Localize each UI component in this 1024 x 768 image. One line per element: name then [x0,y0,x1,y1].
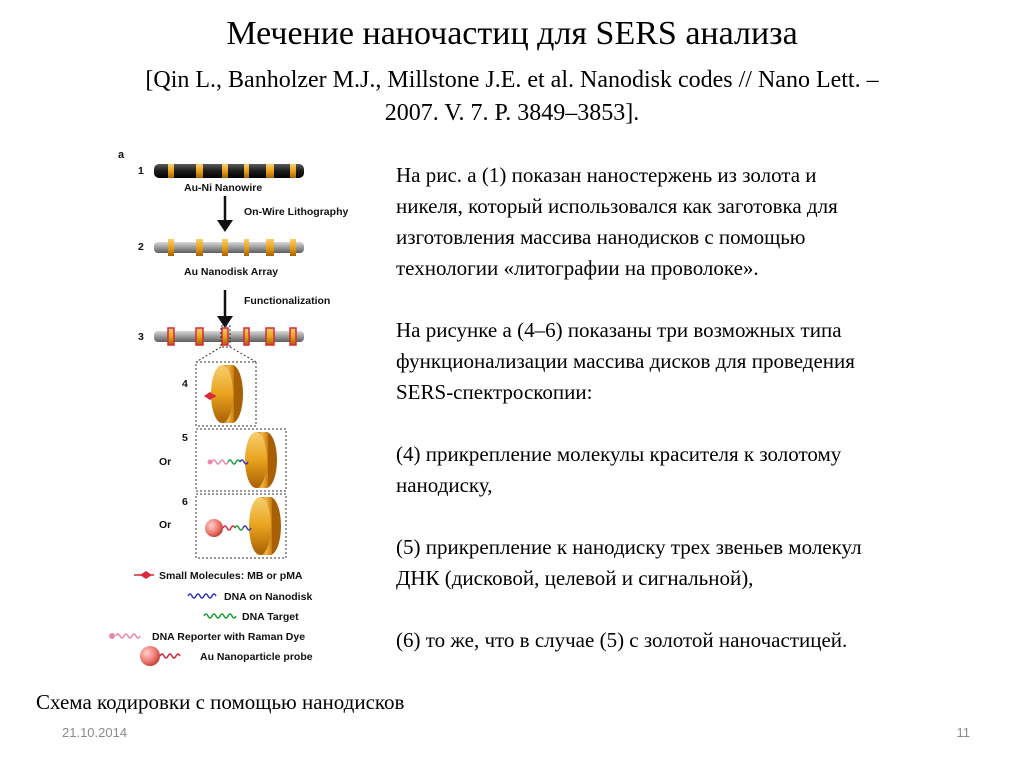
dna-chain-6 [223,526,251,530]
dna-chain-5 [212,460,248,464]
text-line: изготовления массива нанодисков с помощью [396,225,806,249]
down-arrow-icon [217,290,233,328]
text-paragraph [396,315,996,408]
text-line: (5) прикрепление к нанодиску трех звеньев молекул [396,535,862,559]
step-4-number: 4 [182,378,188,390]
or-label-1: Or [159,456,172,468]
text-line: никеля, который использовался как заготовка для [396,194,838,218]
description-text [396,160,996,687]
nanodisk-scheme-figure [104,142,364,674]
gold-nanodisk-4 [211,365,243,423]
text-line: (4) прикрепление молекулы красителя к золотому [396,442,842,466]
legend-item-dna-target [204,611,299,623]
reference-line-2: 2007. V. 7. P. 3849–3853]. [384,100,640,126]
figure-panel [104,142,364,674]
legend [109,570,313,666]
slide-date: 21.10.2014 [62,725,128,740]
panel-label: a [118,149,125,161]
or-label-2: Or [159,519,172,531]
functionalization-label: Functionalization [244,295,331,307]
legend-item-dna-reporter [109,631,305,643]
step-3-number: 3 [138,331,144,343]
gold-nanodisk-6 [249,497,281,555]
lithography-label: On-Wire Lithography [244,206,349,218]
text-paragraph [396,439,996,501]
functionalized-array [154,328,304,345]
au-nanodisk-array [154,239,304,256]
dna-reporter-icon [109,633,140,639]
slide-title: Мечение наночастиц для SERS анализа [226,15,798,52]
text-paragraph [396,160,996,284]
small-molecule-icon [134,571,154,579]
nanowire-label: Au-Ni Nanowire [184,182,263,194]
raman-dye-marker [208,460,213,465]
dna-nanodisk-icon [188,594,216,598]
array-label: Au Nanodisk Array [184,266,279,278]
reference-citation [40,64,984,130]
text-paragraph [396,532,996,594]
gold-nanodisk-5 [245,432,277,488]
legend-item-dna-nanodisk [188,591,312,603]
step-5-number: 5 [182,432,188,444]
text-line: SERS-спектроскопии: [396,380,593,404]
reference-line-1: [Qin L., Banholzer M.J., Millstone J.E. et al. Nanodisk codes // Nano Lett. – [145,67,879,93]
au-nanoparticle-icon [140,646,180,666]
text-paragraph [396,625,996,656]
text-line: ДНК (дисковой, целевой и сигнальной), [396,566,754,590]
dna-target-icon [204,614,236,618]
down-arrow-icon [217,196,233,232]
au-ni-nanowire [154,164,304,178]
text-line: технологии «литографии на проволоке». [396,256,759,280]
au-nanoparticle-marker [205,519,223,537]
legend-item-small-molecules [134,570,303,582]
legend-item-au-nanoparticle [140,646,313,666]
text-line: На рисунке а (4–6) показаны три возможных типа [396,318,842,342]
figure-caption: Схема кодировки с помощью нанодисков [36,690,405,714]
step-2-number: 2 [138,241,144,253]
text-line: На рис. а (1) показан наностержень из золота и [396,163,817,187]
text-line: функционализации массива дисков для проведения [396,349,855,373]
legend-label: DNA Reporter with Raman Dye [152,631,306,643]
slide-number: 11 [956,725,970,740]
text-line: (6) то же, что в случае (5) с золотой наночастицей. [396,628,848,652]
text-line: нанодиску, [396,473,493,497]
step-1-number: 1 [138,165,144,177]
legend-label: Au Nanoparticle probe [200,651,313,663]
legend-label: DNA Target [242,611,299,623]
legend-label: DNA on Nanodisk [224,591,313,603]
step-6-number: 6 [182,496,188,508]
legend-label: Small Molecules: MB or pMA [159,570,303,582]
